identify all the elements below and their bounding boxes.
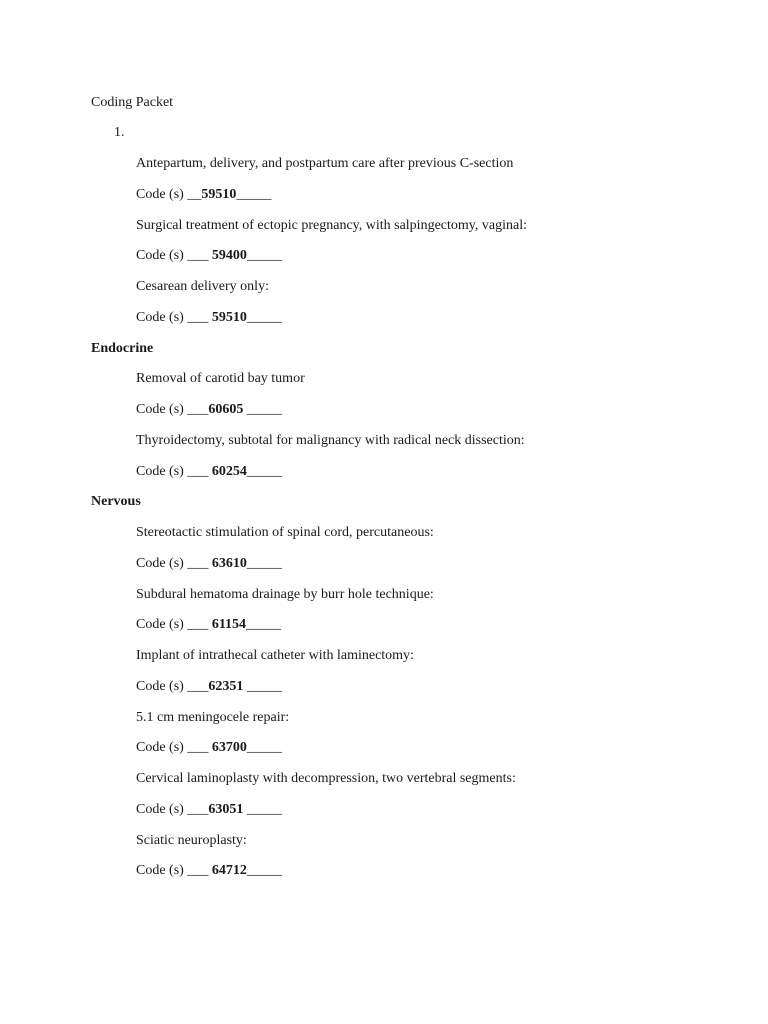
code-blank-lead: ___ bbox=[187, 679, 209, 694]
code-blank-tail: _____ bbox=[246, 740, 282, 755]
procedure-code: 59510 bbox=[201, 187, 237, 202]
code-label: Code (s) bbox=[136, 402, 188, 417]
code-blank-lead: __ bbox=[187, 187, 202, 202]
procedure-description: Subdural hematoma drainage by burr hole technique: bbox=[136, 587, 434, 602]
code-label: Code (s) bbox=[136, 310, 188, 325]
code-line bbox=[136, 863, 282, 879]
code-blank-tail: _____ bbox=[246, 464, 282, 479]
code-blank-tail: _____ bbox=[236, 187, 272, 202]
procedure-code: 64712 bbox=[211, 863, 247, 878]
procedure-code: 63700 bbox=[211, 740, 247, 755]
procedure-description: Sciatic neuroplasty: bbox=[136, 833, 247, 848]
procedure-description: Removal of carotid bay tumor bbox=[136, 371, 305, 386]
code-blank-lead: ___ bbox=[187, 248, 212, 263]
code-blank-tail: _____ bbox=[246, 310, 282, 325]
section-heading-nervous: Nervous bbox=[91, 494, 141, 509]
procedure-code: 60254 bbox=[211, 464, 247, 479]
document-title: Coding Packet bbox=[91, 95, 174, 110]
code-label: Code (s) bbox=[136, 187, 188, 202]
code-blank-tail: _____ bbox=[246, 556, 282, 571]
code-blank-lead: ___ bbox=[187, 556, 212, 571]
code-blank-lead: ___ bbox=[187, 863, 212, 878]
code-label: Code (s) bbox=[136, 248, 188, 263]
procedure-description: Antepartum, delivery, and postpartum care after previous C-section bbox=[136, 156, 514, 171]
code-label: Code (s) bbox=[136, 679, 188, 694]
procedure-description: Cervical laminoplasty with decompression, two vertebral segments: bbox=[136, 771, 516, 786]
procedure-code: 63051 bbox=[208, 802, 244, 817]
code-blank-tail: _____ bbox=[246, 863, 282, 878]
code-label: Code (s) bbox=[136, 617, 188, 632]
code-blank-tail: _____ bbox=[243, 679, 282, 694]
code-blank-lead: ___ bbox=[187, 617, 212, 632]
code-blank-tail: _____ bbox=[243, 802, 282, 817]
procedure-code: 62351 bbox=[208, 679, 244, 694]
code-blank-lead: ___ bbox=[187, 740, 212, 755]
code-label: Code (s) bbox=[136, 740, 188, 755]
code-blank-lead: ___ bbox=[187, 802, 209, 817]
code-label: Code (s) bbox=[136, 464, 188, 479]
procedure-description: Stereotactic stimulation of spinal cord, percutaneous: bbox=[136, 525, 434, 540]
code-blank-lead: ___ bbox=[187, 402, 209, 417]
code-blank-tail: _____ bbox=[243, 402, 282, 417]
section-heading-endocrine: Endocrine bbox=[91, 341, 154, 356]
code-blank-lead: ___ bbox=[187, 464, 212, 479]
procedure-description: 5.1 cm meningocele repair: bbox=[136, 710, 290, 725]
code-label: Code (s) bbox=[136, 556, 188, 571]
procedure-code: 61154 bbox=[211, 617, 247, 632]
code-label: Code (s) bbox=[136, 863, 188, 878]
procedure-code: 60605 bbox=[208, 402, 244, 417]
code-line bbox=[136, 802, 282, 818]
procedure-description: Thyroidectomy, subtotal for malignancy with radical neck dissection: bbox=[136, 433, 525, 448]
procedure-code: 59400 bbox=[211, 248, 247, 263]
code-line bbox=[136, 248, 282, 264]
procedure-description: Cesarean delivery only: bbox=[136, 279, 269, 294]
code-line bbox=[136, 187, 271, 203]
procedure-code: 59510 bbox=[211, 310, 247, 325]
code-line bbox=[136, 402, 282, 418]
code-label: Code (s) bbox=[136, 802, 188, 817]
code-line bbox=[136, 556, 282, 572]
procedure-code: 63610 bbox=[211, 556, 247, 571]
code-line bbox=[136, 464, 282, 480]
code-blank-lead: ___ bbox=[187, 310, 212, 325]
code-line bbox=[136, 679, 282, 695]
procedure-description: Implant of intrathecal catheter with laminectomy: bbox=[136, 648, 414, 663]
code-blank-tail: _____ bbox=[246, 617, 282, 632]
code-line bbox=[136, 617, 281, 633]
code-line bbox=[136, 310, 282, 326]
code-blank-tail: _____ bbox=[246, 248, 282, 263]
procedure-description: Surgical treatment of ectopic pregnancy, with salpingectomy, vaginal: bbox=[136, 218, 527, 233]
code-line bbox=[136, 740, 282, 756]
list-number: 1. bbox=[114, 125, 125, 140]
